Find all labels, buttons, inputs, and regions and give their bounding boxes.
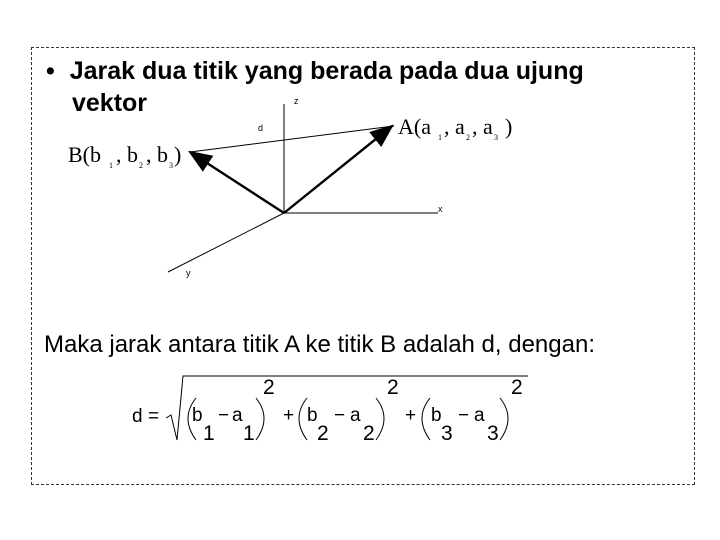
distance-sentence: Maka jarak antara titik A ke titik B adalah d, dengan: (44, 331, 595, 358)
label-d: d (258, 123, 264, 133)
point-b-sep1: , (116, 142, 122, 167)
term3-exp: 2 (511, 376, 523, 399)
term1-a-sub: 1 (243, 422, 255, 445)
formula-equals: = (148, 406, 160, 427)
term1-close-paren (256, 398, 264, 440)
axis-label-x: x (438, 204, 443, 214)
plus-2: + (405, 405, 417, 426)
formula-lhs: d (132, 406, 143, 427)
term3-b: b (431, 405, 442, 426)
term3-a: a (474, 405, 485, 426)
point-a-sub3: 3 (494, 133, 498, 142)
point-b-sub3: 3 (169, 161, 173, 170)
axis-label-z: z (294, 96, 299, 106)
term1-b-sub: 1 (203, 422, 215, 445)
bullet-text-line2: vektor (72, 89, 148, 117)
term3-close-paren (500, 398, 508, 440)
point-b-name: B(b (68, 142, 101, 167)
point-a-c2: a (483, 114, 493, 139)
point-a-sep2: , (472, 114, 478, 139)
term1-a: a (232, 405, 243, 426)
term1-b: b (192, 405, 203, 426)
term2-a-sub: 2 (363, 422, 375, 445)
point-a-name: A(a (398, 114, 431, 139)
term2-close-paren (376, 398, 384, 440)
term3-b-sub: 3 (441, 422, 453, 445)
point-a-close: ) (505, 114, 513, 139)
point-a-sep1: , (444, 114, 450, 139)
point-b-sub2: 2 (139, 161, 143, 170)
point-a-sub1: 1 (438, 133, 442, 142)
plus-1: + (283, 405, 295, 426)
term2-minus: − (334, 405, 346, 426)
term2-b: b (307, 405, 318, 426)
term2-exp: 2 (387, 376, 399, 399)
point-b-c1: b (127, 142, 138, 167)
term2-b-sub: 2 (317, 422, 329, 445)
point-a-sub2: 2 (466, 133, 470, 142)
point-b-sep2: , (146, 142, 152, 167)
point-a-c1: a (455, 114, 465, 139)
bullet-symbol: • (46, 57, 55, 85)
point-b-close: ) (174, 142, 182, 167)
term1-minus: − (218, 405, 230, 426)
term1-exp: 2 (263, 376, 275, 399)
bullet-text-line1: Jarak dua titik yang berada pada dua ujung (69, 57, 584, 85)
term3-a-sub: 3 (487, 422, 499, 445)
point-b-c2: b (157, 142, 168, 167)
term3-open-paren (422, 398, 430, 440)
term2-a: a (350, 405, 361, 426)
point-b-sub1: 1 (109, 161, 113, 170)
term3-minus: − (458, 405, 470, 426)
axis-label-y: y (186, 268, 191, 278)
term2-open-paren (299, 398, 307, 440)
